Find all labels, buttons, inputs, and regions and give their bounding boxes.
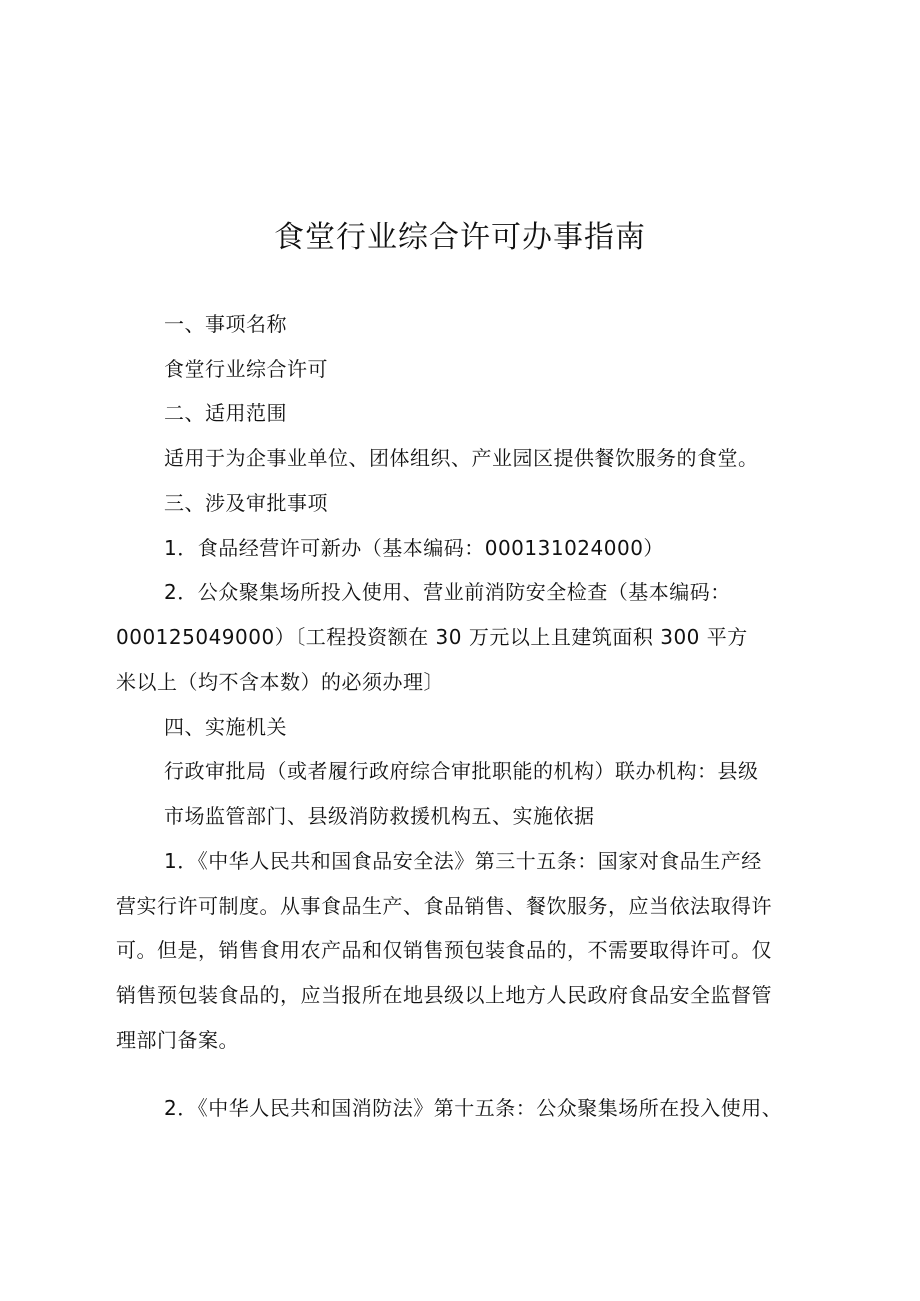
approval-item-2-line-3: 米以上（均不含本数）的必须办理〕 bbox=[116, 670, 444, 694]
section-heading-authority: 四、实施机关 bbox=[164, 715, 287, 739]
section-heading-scope: 二、适用范围 bbox=[164, 401, 287, 425]
authority-text-line-1: 行政审批局（或者履行政府综合审批职能的机构）联办机构：县级 bbox=[164, 759, 759, 783]
scope-text: 适用于为企事业单位、团体组织、产业园区提供餐饮服务的食堂。 bbox=[164, 446, 759, 470]
section-heading-approvals: 三、涉及审批事项 bbox=[164, 491, 328, 515]
basis-item-2-line-1: 2．《中华人民共和国消防法》第十五条：公众聚集场所在投入使用、 bbox=[164, 1096, 783, 1120]
approval-item-2-line-2: 000125049000）〔工程投资额在 30 万元以上且建筑面积 300 平方 bbox=[116, 625, 748, 649]
section-heading-item-name: 一、事项名称 bbox=[164, 312, 287, 336]
basis-item-1-line-2: 营实行许可制度。从事食品生产、食品销售、餐饮服务，应当依法取得许 bbox=[116, 894, 772, 918]
basis-item-1-line-5: 理部门备案。 bbox=[116, 1028, 239, 1052]
basis-item-1-line-1: 1．《中华人民共和国食品安全法》第三十五条：国家对食品生产经 bbox=[164, 849, 762, 873]
item-name-text: 食堂行业综合许可 bbox=[164, 357, 328, 381]
authority-text-line-2: 市场监管部门、县级消防救援机构五、实施依据 bbox=[164, 804, 595, 828]
approval-item-1: 1．食品经营许可新办（基本编码：000131024000） bbox=[164, 536, 664, 560]
basis-item-1-line-4: 销售预包装食品的，应当报所在地县级以上地方人民政府食品安全监督管 bbox=[116, 983, 772, 1007]
basis-item-1-line-3: 可。但是，销售食用农产品和仅销售预包装食品的，不需要取得许可。仅 bbox=[116, 938, 772, 962]
approval-item-2-line-1: 2．公众聚集场所投入使用、营业前消防安全检查（基本编码： bbox=[164, 580, 731, 604]
document-title: 食堂行业综合许可办事指南 bbox=[274, 220, 646, 255]
